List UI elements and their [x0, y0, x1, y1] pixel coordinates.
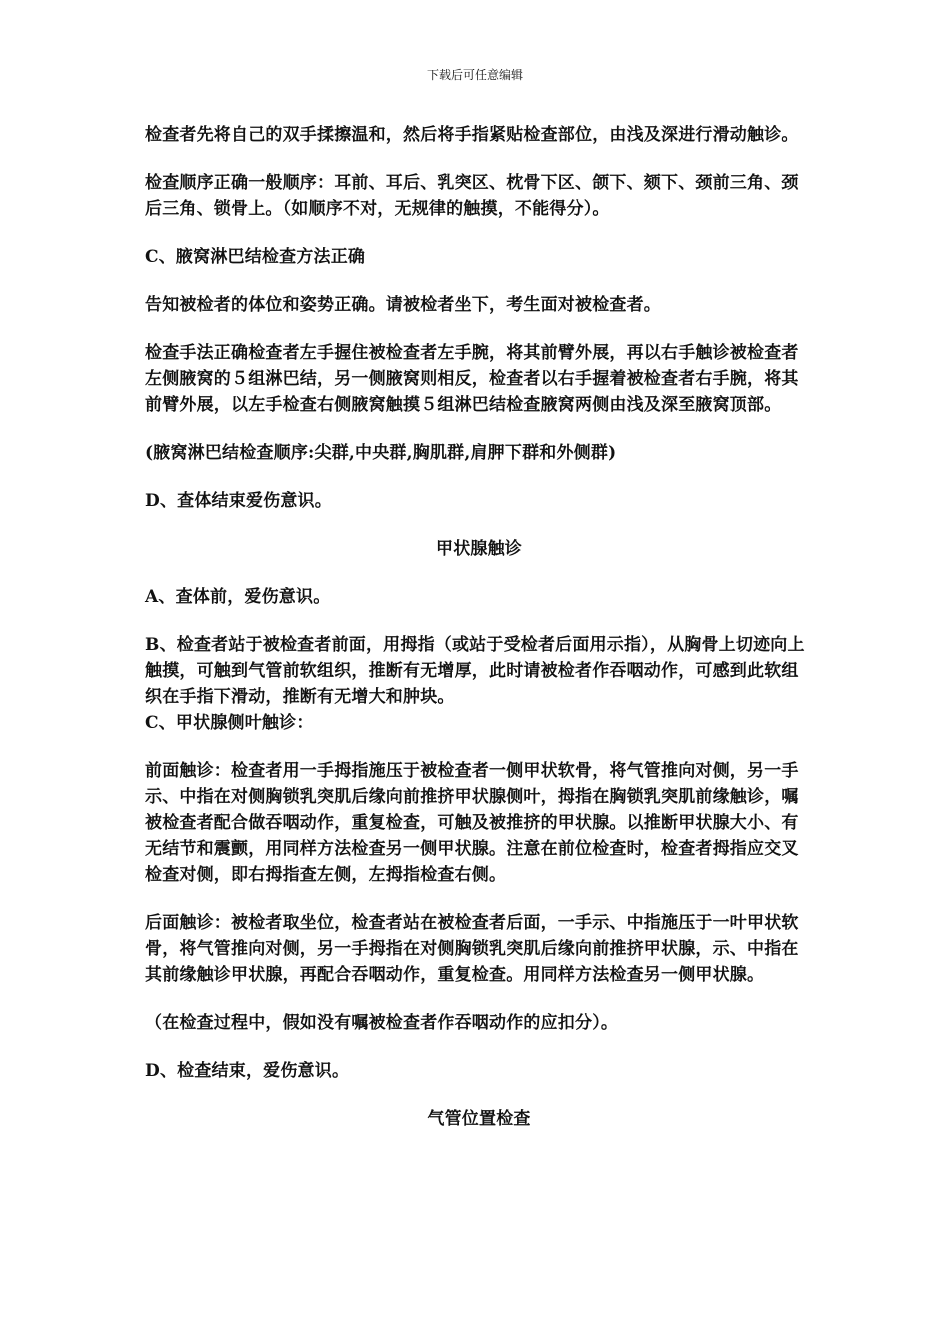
document-body [145, 122, 813, 1132]
page-header: 下载后可任意编辑 [426, 68, 523, 82]
paragraph: （在检查过程中，假如没有嘱被检查者作吞咽动作的应扣分）。 [145, 1013, 619, 1033]
paragraph: A、查体前，爱伤意识。 [145, 587, 331, 607]
section-title: 甲状腺触诊 [436, 539, 522, 559]
paragraph: (腋窝淋巴结检查顺序:尖群,中央群,胸肌群,肩胛下群和外侧群) [145, 443, 617, 463]
paragraph: B、检查者站于被检查者前面，用拇指（或站于受检者后面用示指），从胸骨上切迹向上触摸，可触到气管前软组织，推断有无增厚，此时请被检者作吞咽动作，可感到此软组织在手指下滑动，推断有无增大和肿块。 [145, 635, 805, 707]
paragraph: 检查顺序正确一般顺序：耳前、耳后、乳突区、枕骨下区、颌下、颏下、颈前三角、颈后三角、锁骨上。（如顺序不对，无规律的触摸，不能得分）。 [145, 173, 799, 219]
paragraph: 前面触诊：检查者用一手拇指施压于被检查者一侧甲状软骨，将气管推向对侧，另一手示、中指在对侧胸锁乳突肌后缘向前推挤甲状腺侧叶，拇指在胸锁乳突肌前缘触诊，嘱被检查者配合做吞咽动作，重复检查，可触及被推挤的甲状腺。以推断甲状腺大小、有无结节和震颤，用同样方法检查另一侧甲状腺。注意在前位检查时，检查者拇指应交叉检查对侧，即右拇指查左侧，左拇指检查右侧。 [145, 761, 799, 885]
section-title: 气管位置检查 [427, 1109, 531, 1129]
paragraph: 检查者先将自己的双手揉擦温和，然后将手指紧贴检查部位，由浅及深进行滑动触诊。 [145, 125, 799, 145]
paragraph: 检查手法正确检查者左手握住被检查者左手腕，将其前臂外展，再以右手触诊被检查者左侧腋窝的５组淋巴结，另一侧腋窝则相反，检查者以右手握着被检查者右手腕，将其前臂外展，以左手检查右侧腋窝触摸５组淋巴结检查腋窝两侧由浅及深至腋窝顶部。 [145, 343, 799, 415]
section-heading: C、腋窝淋巴结检查方法正确 [145, 247, 366, 267]
paragraph: 告知被检者的体位和姿势正确。请被检者坐下，考生面对被检查者。 [145, 295, 661, 315]
paragraph: C、甲状腺侧叶触诊： [145, 713, 314, 733]
paragraph: D、检查结束，爱伤意识。 [145, 1061, 350, 1081]
paragraph: 后面触诊：被检者取坐位，检查者站在被检查者后面，一手示、中指施压于一叶甲状软骨，将气管推向对侧，另一手拇指在对侧胸锁乳突肌后缘向前推挤甲状腺，示、中指在其前缘触诊甲状腺，再配合吞咽动作，重复检查。用同样方法检查另一侧甲状腺。 [145, 913, 799, 985]
paragraph: D、查体结束爱伤意识。 [145, 491, 332, 511]
